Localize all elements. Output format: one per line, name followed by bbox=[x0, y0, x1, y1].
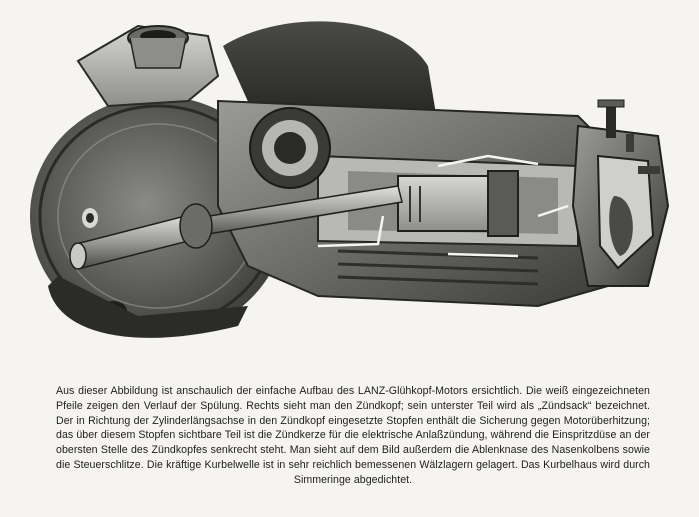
piston bbox=[398, 171, 518, 236]
engine-cutaway-illustration bbox=[18, 6, 682, 358]
ignition-head bbox=[573, 100, 668, 286]
engine-cutaway-drawing bbox=[18, 6, 682, 358]
top-casting bbox=[78, 26, 218, 106]
bearing bbox=[250, 108, 330, 188]
figure-caption: Aus dieser Abbildung ist anschaulich der einfache Aufbau des LANZ-Glühkopf-Motors ersichtlich. Die weiß eingezeichneten Pfeile zeigen den Verlauf der Spülung. Rechts sieht man den Zündkopf; sein unterster Teil wird als „Zündsack“ bezeichnet. Der in Richtung der Zylinderlängsachse in den Zündkopf eingesetzte Stopfen enthält die Sicherung gegen Motorüberhitzung; das über diesem Stopfen sichtbare Teil ist die Zündkerze für die elektrische Anlaßzündung, während die Einspritzdüse an der obersten Stelle des Zündkopfes senkrecht steht. Man sieht auf dem Bild außerdem die Ablenknase des Nasenkolbens sowie die Steuerschlitze. Die kräftige Kurbelwelle ist in sehr reichlich bemessenen Wälzlagern gelagert. Das Kurbelhaus wird durch Simmeringe abgedichtet. bbox=[56, 385, 650, 486]
